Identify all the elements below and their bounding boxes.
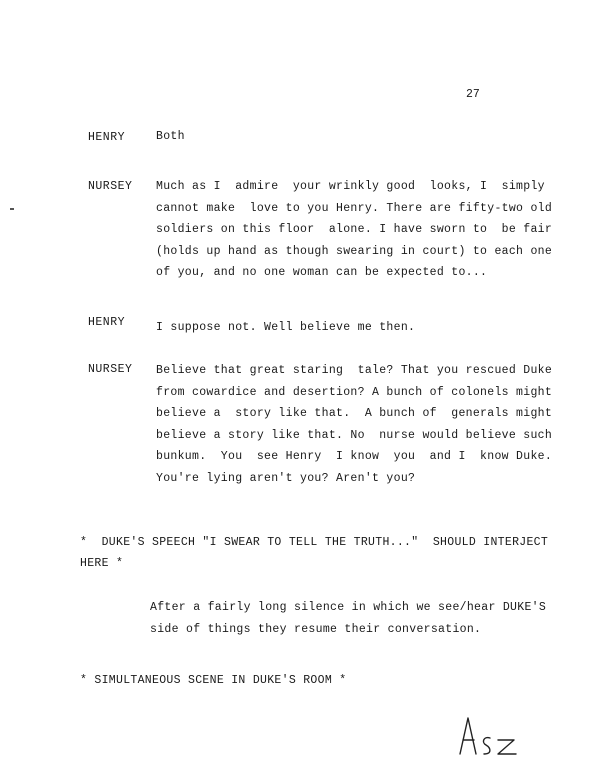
speech-line: You're lying aren't you? Aren't you? xyxy=(156,471,416,485)
speech-line: soldiers on this floor alone. I have sworn to be fair xyxy=(156,223,553,236)
speech-line: Believe that great staring tale? That you rescued Duke xyxy=(156,364,553,377)
stage-direction xyxy=(150,597,550,641)
direction-line: side of things they resume their conversation. xyxy=(150,623,482,636)
speech-henry-1 xyxy=(156,126,546,148)
speech-line: cannot make love to you Henry. There are fifty-two old xyxy=(156,201,553,215)
scene-note xyxy=(80,670,550,691)
speech-line: from cowardice and desertion? A bunch of colonels might xyxy=(156,385,553,399)
direction-line: After a fairly long silence in which we see/hear DUKE'S xyxy=(150,601,547,614)
speech-nursey-1 xyxy=(156,176,553,284)
speech-nursey-2 xyxy=(156,360,553,489)
speaker-nursey-1: NURSEY xyxy=(88,180,133,193)
speech-line: of you, and no one woman can be expected to... xyxy=(156,266,488,279)
speech-line: (holds up hand as though swearing in court) to each one xyxy=(156,244,553,258)
speech-line: I suppose not. Well believe me then. xyxy=(156,321,416,334)
scan-speck xyxy=(10,208,14,210)
page-number: 27 xyxy=(466,88,480,101)
speaker-henry-1: HENRY xyxy=(88,131,126,144)
speech-line: believe a story like that. A bunch of generals might xyxy=(156,407,553,420)
speech-henry-2 xyxy=(156,317,546,339)
speech-line: Both xyxy=(156,130,185,143)
speaker-henry-2: HENRY xyxy=(88,316,126,329)
speech-line: believe a story like that. No nurse would believe such xyxy=(156,428,553,442)
production-note xyxy=(80,532,550,574)
speaker-nursey-2: NURSEY xyxy=(88,363,133,376)
speech-line: bunkum. You see Henry I know you and I know Duke. xyxy=(156,450,553,463)
note-line: HERE * xyxy=(80,557,124,570)
note-line: * DUKE'S SPEECH "I SWEAR TO TELL THE TRUTH..." SHOULD INTERJECT xyxy=(80,536,549,549)
handwritten-initials xyxy=(448,712,528,762)
speech-line: Much as I admire your wrinkly good looks, I simply xyxy=(156,180,545,193)
note-line: * SIMULTANEOUS SCENE IN DUKE'S ROOM * xyxy=(80,674,347,687)
